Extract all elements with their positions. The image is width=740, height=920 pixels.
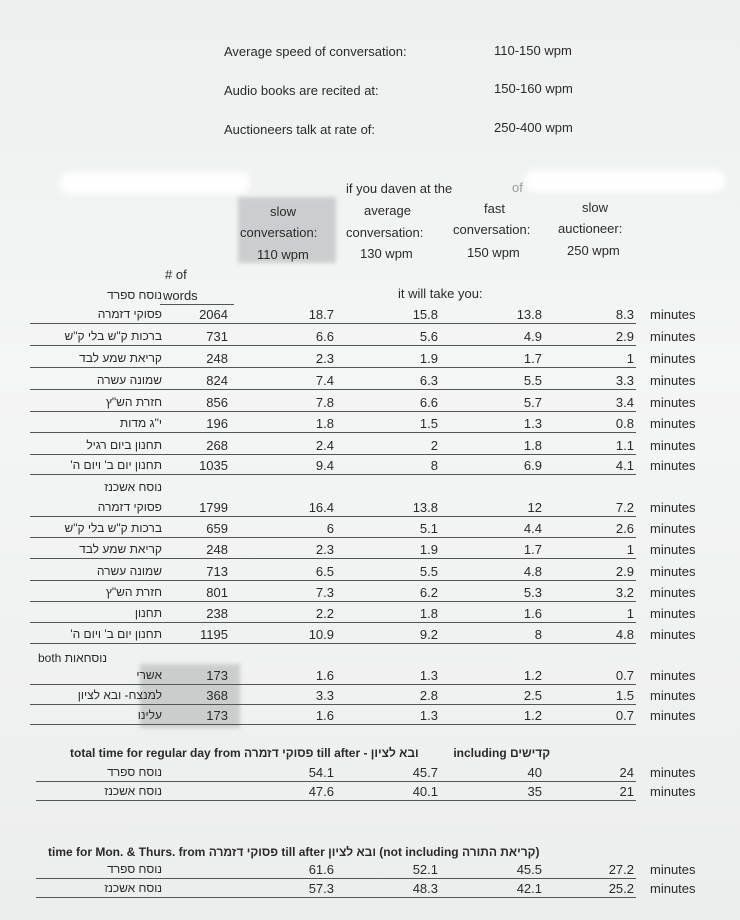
total-fast-time: 40 (527, 765, 542, 780)
total-row-label: נוסח אשכנז (104, 784, 162, 798)
total-auctioneer-time: 27.2 (608, 862, 634, 877)
row-label: חזרת הש"ץ (105, 395, 162, 409)
row-fast-time: 4.9 (523, 329, 542, 344)
row-minutes-unit: minutes (650, 307, 696, 322)
total-slow-time: 61.6 (308, 862, 334, 877)
row-label: שמונה עשרה (96, 373, 162, 387)
row-slow-time: 6.5 (315, 564, 334, 579)
total-monthurs-label-c: (not including (379, 845, 459, 859)
col-slow-line2: conversation: (240, 225, 318, 240)
row-slow-time: 16.4 (308, 500, 334, 515)
row-slow-time: 3.3 (315, 688, 334, 703)
col-auctioneer-line2: auctioneer: (558, 221, 623, 236)
row-average-time: 1.9 (419, 351, 438, 366)
row-minutes-unit: minutes (650, 438, 696, 453)
speed-label-audiobooks: Audio books are recited at: (224, 83, 379, 98)
row-auctioneer-time: 2.6 (615, 521, 634, 536)
row-rule (30, 432, 636, 433)
row-rule (30, 622, 636, 623)
row-average-time: 8 (430, 458, 438, 473)
row-word-count: 368 (206, 688, 228, 703)
total-minutes-unit: minutes (650, 862, 696, 877)
total-regular-line (70, 746, 550, 761)
row-rule (30, 601, 636, 602)
total-slow-time: 57.3 (308, 881, 334, 896)
row-fast-time: 1.2 (523, 668, 542, 683)
row-fast-time: 5.7 (523, 395, 542, 410)
row-rule (30, 643, 636, 644)
total-auctioneer-time: 24 (619, 765, 634, 780)
row-slow-time: 7.3 (315, 585, 334, 600)
row-label: י"ג מדות (119, 416, 162, 430)
row-label: למנצח- ובא לציון (77, 688, 162, 702)
row-rule (30, 537, 636, 538)
total-monthurs-label-a: time for Mon. & Thurs. from (48, 845, 206, 859)
row-label: תחנון יום ב' ויום ה' (70, 458, 162, 472)
row-word-count: 2064 (199, 307, 228, 322)
row-slow-time: 18.7 (308, 307, 334, 322)
total-regular-heb-c: קדישים (510, 746, 551, 760)
row-minutes-unit: minutes (650, 458, 696, 473)
nusach-ashkenaz-heading: נוסח אשכנז (104, 480, 162, 494)
total-row-label: נוסח ספרד (107, 765, 162, 779)
row-minutes-unit: minutes (650, 542, 696, 557)
row-fast-time: 2.5 (523, 688, 542, 703)
col-slow-line1: slow (270, 204, 297, 219)
row-minutes-unit: minutes (650, 606, 696, 621)
row-label: עלינו (137, 708, 162, 722)
total-row-rule (36, 897, 636, 898)
col-average-line2: conversation: (346, 225, 424, 240)
total-monthurs-label-b: till after (281, 845, 325, 859)
total-average-time: 40.1 (412, 784, 438, 799)
row-label: ברכות ק"ש בלי ק"ש (64, 329, 162, 343)
words-underline (160, 304, 234, 305)
row-rule (30, 389, 636, 390)
row-word-count: 713 (206, 564, 228, 579)
total-auctioneer-time: 21 (619, 784, 634, 799)
row-rule (30, 558, 636, 559)
row-word-count: 801 (206, 585, 228, 600)
row-minutes-unit: minutes (650, 564, 696, 579)
total-row-rule (36, 800, 636, 801)
row-word-count: 268 (206, 438, 228, 453)
col-fast-line2: conversation: (453, 222, 531, 237)
row-fast-time: 1.3 (523, 416, 542, 431)
speed-value-auctioneers: 250-400 wpm (494, 120, 573, 135)
header-intro-tail: of (512, 180, 523, 195)
row-average-time: 1.3 (419, 708, 438, 723)
row-auctioneer-time: 1.5 (615, 688, 634, 703)
row-label: תחנון (134, 606, 162, 620)
total-monthurs-heb-b: ובא לציון (328, 845, 376, 859)
col-auctioneer-line1: slow (582, 200, 609, 215)
row-label: שמונה עשרה (96, 564, 162, 578)
row-minutes-unit: minutes (650, 500, 696, 515)
row-rule (30, 474, 636, 475)
row-minutes-unit: minutes (650, 521, 696, 536)
row-slow-time: 2.3 (315, 351, 334, 366)
total-minutes-unit: minutes (650, 765, 696, 780)
row-rule (30, 345, 636, 346)
row-minutes-unit: minutes (650, 688, 696, 703)
row-average-time: 1.5 (419, 416, 438, 431)
row-label: תחנון ביום רגיל (86, 438, 162, 452)
total-regular-label-c: including (453, 746, 507, 760)
row-word-count: 659 (206, 521, 228, 536)
row-slow-time: 1.6 (315, 668, 334, 683)
total-slow-time: 47.6 (308, 784, 334, 799)
row-rule (30, 516, 636, 517)
row-word-count: 824 (206, 373, 228, 388)
total-minutes-unit: minutes (650, 881, 696, 896)
row-word-count: 1035 (199, 458, 228, 473)
row-auctioneer-time: 3.2 (615, 585, 634, 600)
row-fast-time: 6.9 (523, 458, 542, 473)
row-rule (30, 580, 636, 581)
total-monthurs-line (48, 845, 539, 860)
row-slow-time: 2.4 (315, 438, 334, 453)
row-auctioneer-time: 1 (626, 606, 634, 621)
row-slow-time: 7.4 (315, 373, 334, 388)
row-average-time: 6.6 (419, 395, 438, 410)
row-label: פסוקי דזמרה (97, 307, 162, 321)
words-label-1: # of (165, 267, 187, 282)
row-average-time: 6.2 (419, 585, 438, 600)
row-fast-time: 4.8 (523, 564, 542, 579)
words-label-2: words (163, 288, 198, 303)
row-slow-time: 2.2 (315, 606, 334, 621)
row-rule (30, 704, 636, 705)
row-auctioneer-time: 0.7 (615, 708, 634, 723)
col-slow-line3: 110 wpm (257, 247, 309, 262)
row-label: פסוקי דזמרה (97, 500, 162, 514)
row-slow-time: 1.6 (315, 708, 334, 723)
col-auctioneer-line3: 250 wpm (567, 243, 620, 258)
total-row-rule (36, 878, 636, 879)
row-word-count: 731 (206, 329, 228, 344)
row-fast-time: 13.8 (516, 307, 542, 322)
row-fast-time: 8 (534, 627, 542, 642)
row-average-time: 1.9 (419, 542, 438, 557)
row-rule (30, 724, 636, 725)
row-rule (30, 367, 636, 368)
row-fast-time: 5.3 (523, 585, 542, 600)
row-rule (30, 411, 636, 412)
row-minutes-unit: minutes (650, 395, 696, 410)
total-fast-time: 35 (527, 784, 542, 799)
row-word-count: 856 (206, 395, 228, 410)
row-minutes-unit: minutes (650, 373, 696, 388)
row-auctioneer-time: 0.8 (615, 416, 634, 431)
row-fast-time: 4.4 (523, 521, 542, 536)
row-average-time: 2 (430, 438, 438, 453)
row-rule (30, 684, 636, 685)
total-regular-heb-b: ובא לציון - (363, 746, 419, 760)
row-fast-time: 1.7 (523, 351, 542, 366)
row-auctioneer-time: 4.1 (615, 458, 634, 473)
row-label: תחנון יום ב' ויום ה' (70, 627, 162, 641)
total-monthurs-label-d: ) (535, 845, 540, 859)
row-fast-time: 12 (527, 500, 542, 515)
row-fast-time: 1.7 (523, 542, 542, 557)
row-word-count: 196 (206, 416, 228, 431)
glare-right (525, 170, 725, 192)
total-monthurs-heb-a: פסוקי דזמרה (208, 845, 279, 859)
col-fast-line1: fast (484, 201, 505, 216)
total-regular-heb-a: פסוקי דזמרה (244, 746, 314, 760)
total-average-time: 45.7 (412, 765, 438, 780)
row-minutes-unit: minutes (650, 329, 696, 344)
speed-label-conversation: Average speed of conversation: (224, 44, 407, 59)
total-average-time: 52.1 (412, 862, 438, 877)
row-rule (30, 454, 636, 455)
total-average-time: 48.3 (412, 881, 438, 896)
row-word-count: 248 (206, 351, 228, 366)
row-auctioneer-time: 1.1 (615, 438, 634, 453)
row-auctioneer-time: 1 (626, 351, 634, 366)
total-auctioneer-time: 25.2 (608, 881, 634, 896)
row-slow-time: 10.9 (308, 627, 334, 642)
row-word-count: 173 (206, 708, 228, 723)
total-fast-time: 45.5 (516, 862, 542, 877)
row-fast-time: 1.6 (523, 606, 542, 621)
row-minutes-unit: minutes (650, 668, 696, 683)
row-word-count: 248 (206, 542, 228, 557)
row-label: חזרת הש"ץ (105, 585, 162, 599)
row-label: אשרי (136, 668, 162, 682)
row-average-time: 5.5 (419, 564, 438, 579)
total-regular-label-b: till after (316, 746, 361, 760)
row-slow-time: 1.8 (315, 416, 334, 431)
total-regular-label-a: total time for regular day from (70, 746, 241, 760)
row-slow-time: 7.8 (315, 395, 334, 410)
row-auctioneer-time: 0.7 (615, 668, 634, 683)
row-minutes-unit: minutes (650, 416, 696, 431)
row-fast-time: 1.2 (523, 708, 542, 723)
row-label: קריאת שמע לבד (79, 542, 162, 556)
row-rule (30, 323, 636, 324)
col-fast-line3: 150 wpm (467, 245, 520, 260)
row-auctioneer-time: 3.3 (615, 373, 634, 388)
row-slow-time: 9.4 (315, 458, 334, 473)
speed-label-auctioneers: Auctioneers talk at rate of: (224, 122, 376, 137)
row-minutes-unit: minutes (650, 708, 696, 723)
both-nusachs-heading: both נוסחאות (38, 651, 108, 665)
header-intro: if you daven at the (346, 181, 453, 196)
row-slow-time: 6 (326, 521, 334, 536)
glare-left (60, 172, 250, 194)
row-auctioneer-time: 7.2 (615, 500, 634, 515)
row-average-time: 5.1 (419, 521, 438, 536)
row-minutes-unit: minutes (650, 627, 696, 642)
speed-value-conversation: 110-150 wpm (494, 43, 572, 58)
col-average-line1: average (364, 203, 411, 218)
col-average-line3: 130 wpm (360, 246, 413, 261)
row-minutes-unit: minutes (650, 585, 696, 600)
total-slow-time: 54.1 (308, 765, 334, 780)
row-word-count: 1195 (200, 627, 228, 642)
total-minutes-unit: minutes (650, 784, 696, 799)
row-word-count: 173 (206, 668, 228, 683)
total-fast-time: 42.1 (516, 881, 542, 896)
row-average-time: 1.8 (419, 606, 438, 621)
row-word-count: 238 (206, 606, 228, 621)
row-word-count: 1799 (199, 500, 228, 515)
speed-value-audiobooks: 150-160 wpm (494, 81, 573, 96)
row-auctioneer-time: 2.9 (615, 564, 634, 579)
row-auctioneer-time: 2.9 (615, 329, 634, 344)
total-monthurs-heb-c: קריאת התורה (461, 845, 536, 859)
row-average-time: 5.6 (419, 329, 438, 344)
row-slow-time: 6.6 (315, 329, 334, 344)
will-take-label: it will take you: (398, 286, 483, 301)
row-average-time: 2.8 (419, 688, 438, 703)
total-row-label: נוסח ספרד (107, 862, 162, 876)
row-auctioneer-time: 4.8 (615, 627, 634, 642)
row-label: קריאת שמע לבד (79, 351, 162, 365)
row-average-time: 15.8 (412, 307, 438, 322)
row-fast-time: 5.5 (523, 373, 542, 388)
row-average-time: 6.3 (419, 373, 438, 388)
total-row-label: נוסח אשכנז (104, 881, 162, 895)
row-auctioneer-time: 1 (626, 542, 634, 557)
row-minutes-unit: minutes (650, 351, 696, 366)
row-auctioneer-time: 8.3 (615, 307, 634, 322)
nusach-sefard-heading: נוסח ספרד (107, 288, 162, 302)
total-row-rule (36, 781, 636, 782)
row-average-time: 1.3 (419, 668, 438, 683)
row-average-time: 9.2 (419, 627, 438, 642)
row-label: ברכות ק"ש בלי ק"ש (64, 521, 162, 535)
row-average-time: 13.8 (412, 500, 438, 515)
row-auctioneer-time: 3.4 (615, 395, 634, 410)
row-slow-time: 2.3 (315, 542, 334, 557)
row-fast-time: 1.8 (523, 438, 542, 453)
